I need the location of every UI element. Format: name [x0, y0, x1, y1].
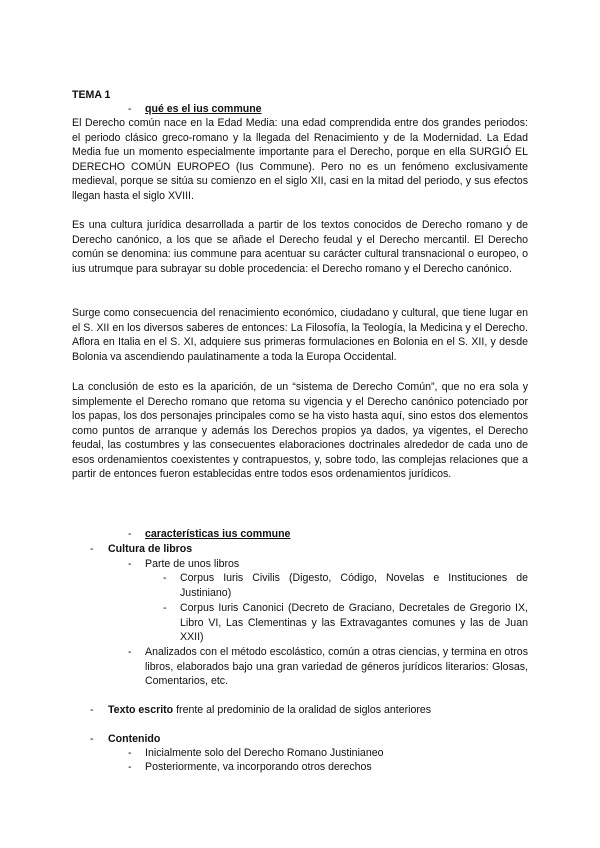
bullet-dash: - — [128, 558, 132, 570]
texto-escrito-description: frente al predominio de la oralidad de siglos anteriores — [173, 704, 432, 716]
bullet-dash: - — [90, 543, 94, 555]
bullet-dash: - — [128, 747, 132, 759]
list-item-parte-de-libros: Parte de unos libros — [145, 558, 240, 570]
list-item-cultura-de-libros: Cultura de libros — [108, 543, 193, 555]
bullet-dash: - — [128, 761, 132, 773]
paragraph-origin: El Derecho común nace en la Edad Media: una edad comprendida entre dos grandes periodos: el periodo clásico greco-romano y la llegada del Renacimiento y de la Modernidad. La Edad Media fue un momento especialmente importante para el Derecho, porque en ella SURGIÓ EL DERECHO COMÚN EUROPEO (Ius Commune). Pero no es un fenómeno exclusivamente medieval, porque se sitúa su comienzo en el siglo XII, casi en la mitad del periodo, y sus efectos llegan hasta el siglo XVIII. — [72, 117, 528, 202]
texto-escrito-label: Texto escrito — [108, 704, 174, 716]
section-heading-caracteristicas: características ius commune — [145, 528, 291, 540]
list-item-inicialmente: Inicialmente solo del Derecho Romano Justinianeo — [145, 747, 384, 759]
list-item-posteriormente: Posteriormente, va incorporando otros derechos — [145, 761, 372, 773]
paragraph-emergence: Surge como consecuencia del renacimiento económico, ciudadano y cultural, que tiene lugar en el S. XII en los diversos saberes de entonces: La Filosofía, la Teología, la Medicina y el Derecho. Aflora en Italia en el S. XI, adquiere sus primeras formulaciones en Bolonia en el S. XII, y desde Bolonia va ascendiendo paulatinamente a toda la Europa Occidental. — [72, 307, 528, 363]
bullet-dash: - — [128, 103, 132, 115]
list-item-metodo-escolastico: Analizados con el método escolástico, común a otras ciencias, y termina en otros libros, elaborados bajo una gran variedad de géneros jurídicos literarios: Glosas, Comentarios, etc. — [145, 646, 528, 687]
list-item-contenido: Contenido — [108, 733, 161, 745]
list-item-corpus-iuris-canonici: Corpus Iuris Canonici (Decreto de Graciano, Decretales de Gregorio IX, Libro VI, Las Clementinas y las Extravagantes comunes y las de Juan XXII) — [180, 602, 528, 643]
bullet-dash: - — [163, 602, 167, 614]
bullet-dash: - — [128, 528, 132, 540]
bullet-dash: - — [90, 733, 94, 745]
bullet-dash: - — [163, 572, 167, 584]
list-item-corpus-iuris-civilis: Corpus Iuris Civilis (Digesto, Código, Novelas e Instituciones de Justiniano) — [180, 572, 528, 599]
list-item-texto-escrito — [108, 703, 431, 718]
bullet-dash: - — [90, 704, 94, 716]
page-title: TEMA 1 — [72, 89, 111, 101]
bullet-dash: - — [128, 646, 132, 658]
paragraph-conclusion: La conclusión de esto es la aparición, de un “sistema de Derecho Común”, que no era sola y simplemente el Derecho romano que retoma su vigencia y el Derecho canónico potenciado por los papas, los dos personajes principales como se ha visto hasta aquí, sino estos dos elementos como puntos de arranque y además los Derechos propios ya dados, ya vigentes, el Derecho feudal, las costumbres y las consecuentes elaboraciones doctrinales alrededor de cada uno de esos ordenamientos coexistentes y contrapuestos, y, sobre todo, las complejas relaciones que a partir de entonces fueron establecidas entre todos esos ordenamientos jurídicos. — [72, 381, 528, 480]
section-heading-ius-commune: qué es el ius commune — [145, 103, 262, 115]
paragraph-definition: Es una cultura jurídica desarrollada a partir de los textos conocidos de Derecho romano y de Derecho canónico, a los que se añade el Derecho feudal y el Derecho mercantil. El Derecho común se denomina: ius commune para acentuar su carácter cultural transnacional o europeo, o ius utrumque para subrayar su doble procedencia: el Derecho romano y el Derecho canónico. — [72, 219, 528, 275]
